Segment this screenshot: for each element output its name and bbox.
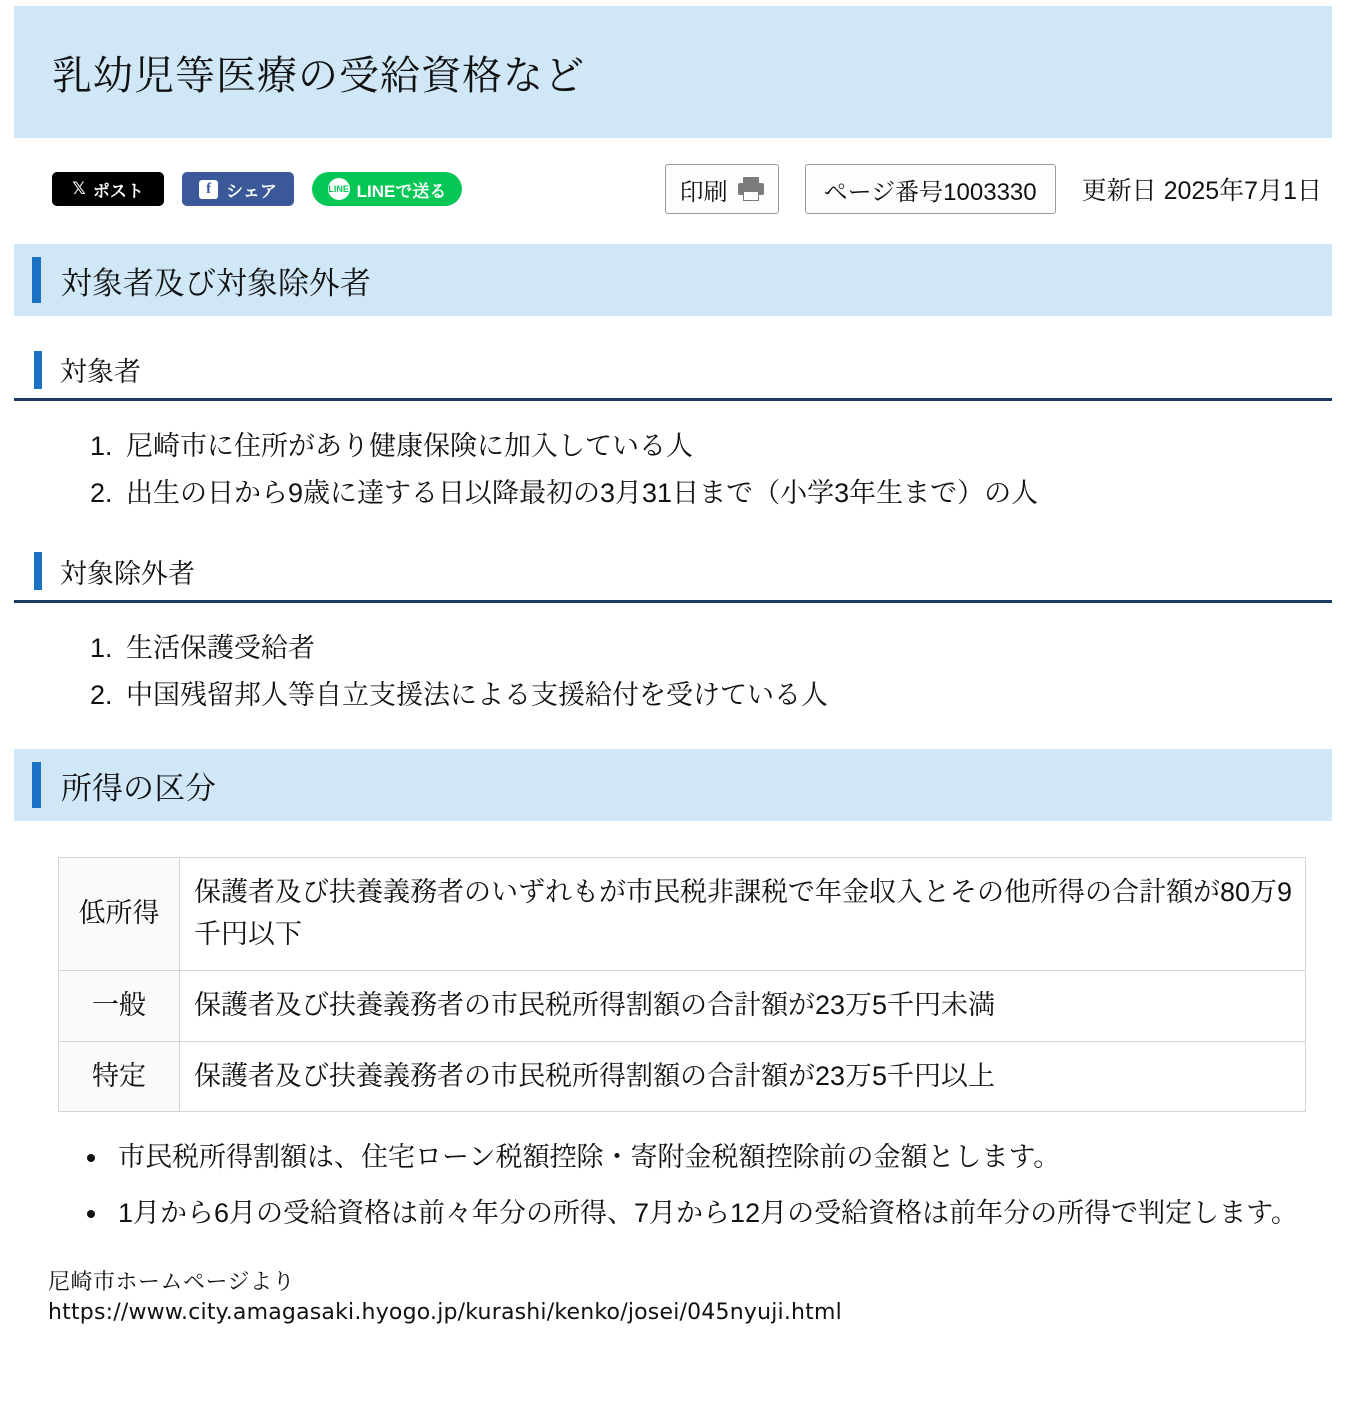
section-heading-target-persons: [14, 244, 1332, 316]
printer-icon: [738, 177, 764, 201]
eligible-list: [14, 423, 1332, 518]
table-cell-value: 保護者及び扶養義務者のいずれもが市民税非課税で年金収入とその他所得の合計額が80万9千円以下: [180, 858, 1306, 971]
income-category-table: [58, 857, 1306, 1112]
updated-date: 更新日 2025年7月1日: [1081, 177, 1322, 205]
excluded-list: [14, 625, 1332, 720]
heading-accent-bar: [32, 257, 41, 303]
list-item: • 市民税所得割額は、住宅ローン税額控除・寄附金税額控除前の金額とします。: [110, 1136, 1332, 1179]
list-item: 2. 中国残留邦人等自立支援法による支援給付を受けている人: [120, 672, 1332, 719]
page-number-badge: ページ番号1003330: [805, 164, 1056, 214]
source-name: 尼崎市ホームページより: [48, 1268, 296, 1294]
subsection-heading-eligible: [14, 350, 1332, 401]
table-cell-label: 特定: [59, 1041, 180, 1112]
print-label: 印刷: [679, 178, 728, 206]
section-heading-income-category: [14, 749, 1332, 821]
list-item: 1. 尼崎市に住所があり健康保険に加入している人: [120, 423, 1332, 470]
source-url: https://www.city.amagasaki.hyogo.jp/kurashi/kenko/josei/045nyuji.html: [48, 1299, 842, 1325]
section-heading-text: 所得の区分: [61, 770, 216, 806]
subheading-accent-bar: [34, 552, 42, 590]
share-x-button[interactable]: [52, 172, 164, 206]
subheading-accent-bar: [34, 351, 42, 389]
subsection-heading-text: 対象者: [60, 357, 141, 387]
income-notes-list: [14, 1136, 1332, 1234]
share-facebook-button[interactable]: [182, 172, 294, 206]
share-line-button[interactable]: [312, 172, 462, 206]
source-attribution: [14, 1265, 1332, 1341]
share-button-group: [52, 172, 462, 206]
x-logo-icon: 𝕏: [72, 179, 86, 199]
table-row: [59, 858, 1306, 971]
facebook-logo-icon: f: [199, 180, 218, 199]
utility-row: [14, 164, 1332, 214]
page-title-banner: [14, 6, 1332, 138]
page-title: 乳幼児等医療の受給資格など: [52, 53, 585, 98]
table-cell-value: 保護者及び扶養義務者の市民税所得割額の合計額が23万5千円未満: [180, 970, 1306, 1041]
share-facebook-label: シェア: [226, 181, 277, 201]
line-logo-icon: LINE: [328, 178, 350, 200]
utility-right-group: [665, 164, 1326, 214]
table-row: [59, 970, 1306, 1041]
table-cell-value: 保護者及び扶養義務者の市民税所得割額の合計額が23万5千円以上: [180, 1041, 1306, 1112]
section-heading-text: 対象者及び対象除外者: [61, 265, 371, 301]
subsection-heading-text: 対象除外者: [60, 558, 195, 589]
table-row: [59, 1041, 1306, 1112]
print-button[interactable]: [665, 164, 779, 214]
table-cell-label: 一般: [59, 970, 180, 1041]
subsection-heading-excluded: [14, 552, 1332, 603]
share-line-label: LINEで送る: [356, 181, 447, 201]
list-item: 1. 生活保護受給者: [120, 625, 1332, 672]
list-item: 2. 出生の日から9歳に達する日以降最初の3月31日まで（小学3年生まで）の人: [120, 470, 1332, 517]
list-item: • 1月から6月の受給資格は前々年分の所得、7月から12月の受給資格は前年分の所得で判定します。: [110, 1192, 1332, 1235]
table-cell-label: 低所得: [59, 858, 180, 971]
heading-accent-bar: [32, 762, 41, 808]
share-x-label: ポスト: [92, 181, 144, 201]
